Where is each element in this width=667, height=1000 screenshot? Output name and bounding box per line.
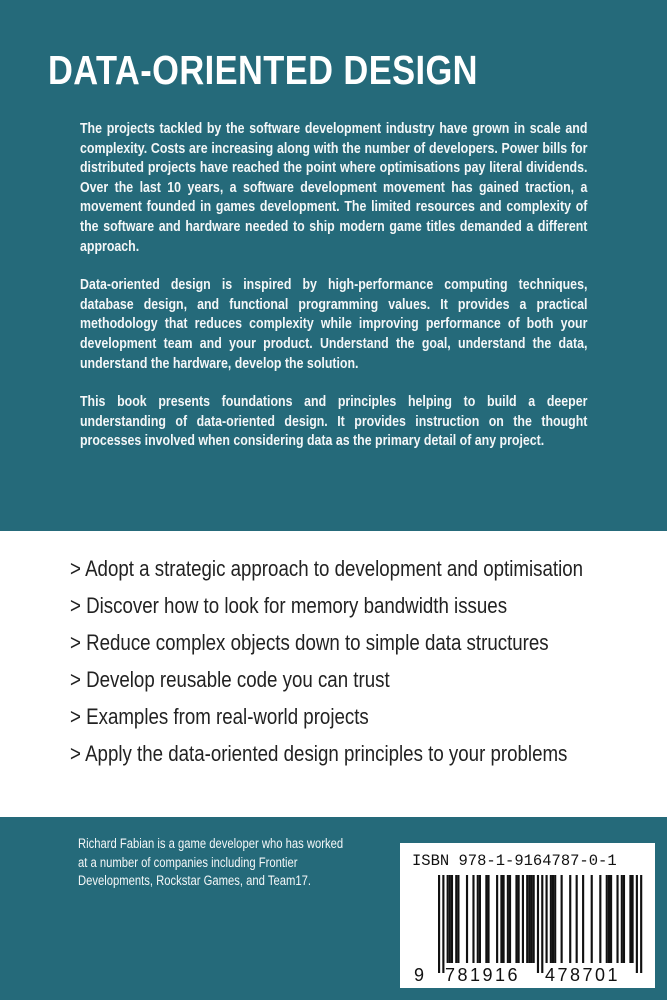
- barcode-bar: [528, 875, 530, 963]
- book-title: DATA-ORIENTED DESIGN: [48, 47, 478, 93]
- barcode-bar: [451, 875, 453, 963]
- barcode-bar: [455, 875, 457, 963]
- barcode-bars: [438, 875, 642, 973]
- barcode-bar: [550, 875, 552, 963]
- description-paragraph-1: The projects tackled by the software development industry have grown in scale and complexity. Costs are increasing along with the number of developers. Power bills for distributed projects have reached the point where optimisations pay literal dividends. Over the last 10 years, a software development movement has gained traction, a movement founded in games development. The limited resources and complexity of the software and hardware needed to ship modern game titles demanded a different approach.: [80, 121, 588, 255]
- barcode-bar: [447, 875, 449, 963]
- barcode-bar: [442, 875, 444, 973]
- barcode-bar: [518, 875, 520, 963]
- barcode-bar: [472, 875, 474, 963]
- barcode-bar: [576, 875, 578, 963]
- barcode-bar: [546, 875, 548, 963]
- barcode-bar: [479, 875, 481, 963]
- features-panel: [0, 531, 667, 817]
- barcode-box: [400, 843, 655, 988]
- barcode-bar: [457, 875, 459, 963]
- feature-item: > Examples from real-world projects: [70, 704, 369, 729]
- barcode-lead-digit: 9: [414, 965, 425, 985]
- barcode-bar: [507, 875, 509, 963]
- barcode-bar: [438, 875, 440, 973]
- feature-item: > Develop reusable code you can trust: [70, 667, 390, 692]
- barcode-bar: [496, 875, 498, 963]
- barcode-bar: [533, 875, 535, 963]
- barcode-bar: [477, 875, 479, 963]
- barcode-bar: [606, 875, 608, 963]
- barcode-bar: [554, 875, 556, 963]
- barcode-bar: [530, 875, 532, 963]
- barcode-bar: [610, 875, 612, 963]
- barcode-bar: [608, 875, 610, 963]
- barcode-bar: [487, 875, 489, 963]
- barcode-bar: [509, 875, 511, 963]
- barcode-bar: [623, 875, 625, 963]
- feature-list: [70, 550, 583, 772]
- barcode-bar: [541, 875, 543, 973]
- barcode-bar: [449, 875, 451, 963]
- barcode-bar: [621, 875, 623, 963]
- barcode-bar: [582, 875, 584, 963]
- author-panel: [0, 817, 667, 1000]
- feature-item: > Reduce complex objects down to simple data structures: [70, 630, 549, 655]
- isbn-label: ISBN 978-1-9164787-0-1: [412, 852, 617, 870]
- barcode-bar: [466, 875, 468, 963]
- barcode-bar: [632, 875, 634, 963]
- barcode-bar: [503, 875, 505, 963]
- barcode-bar: [636, 875, 638, 973]
- barcode-bar: [526, 875, 528, 963]
- description-text: [80, 120, 587, 471]
- barcode-bar: [522, 875, 524, 963]
- barcode-bar: [591, 875, 593, 963]
- feature-item: > Apply the data-oriented design principles to your problems: [70, 741, 568, 766]
- description-paragraph-3: This book presents foundations and principles helping to build a deeper understanding of data-oriented design. It provides instruction on the thought processes involved when considering data as the primary detail of any project.: [80, 394, 588, 450]
- barcode-bar: [569, 875, 571, 963]
- author-bio: Richard Fabian is a game developer who has worked at a number of companies including Frontier Developments, Rockstar Games, and Team17.: [78, 836, 344, 888]
- feature-item: > Adopt a strategic approach to development and optimisation: [70, 556, 584, 581]
- barcode-right-digits: 478701: [545, 965, 621, 985]
- barcode-bar: [485, 875, 487, 963]
- barcode-bar: [629, 875, 631, 963]
- feature-item: > Discover how to look for memory bandwidth issues: [70, 593, 508, 618]
- barcode-bar: [640, 875, 642, 973]
- barcode-bar: [537, 875, 539, 973]
- barcode-bar: [599, 875, 601, 963]
- barcode-bar: [561, 875, 563, 963]
- barcode-bar: [552, 875, 554, 963]
- barcode-bar: [500, 875, 502, 963]
- description-paragraph-2: Data-oriented design is inspired by high-performance computing techniques, database design, and functional programming values. It provides a practical methodology that reduces complexity while improving performance of both your development team and your product. Understand the goal, understand the data, understand the hardware, develop the solution.: [80, 277, 588, 372]
- barcode-left-digits: 781916: [445, 965, 521, 985]
- barcode-bar: [515, 875, 517, 963]
- barcode-bar: [616, 875, 618, 963]
